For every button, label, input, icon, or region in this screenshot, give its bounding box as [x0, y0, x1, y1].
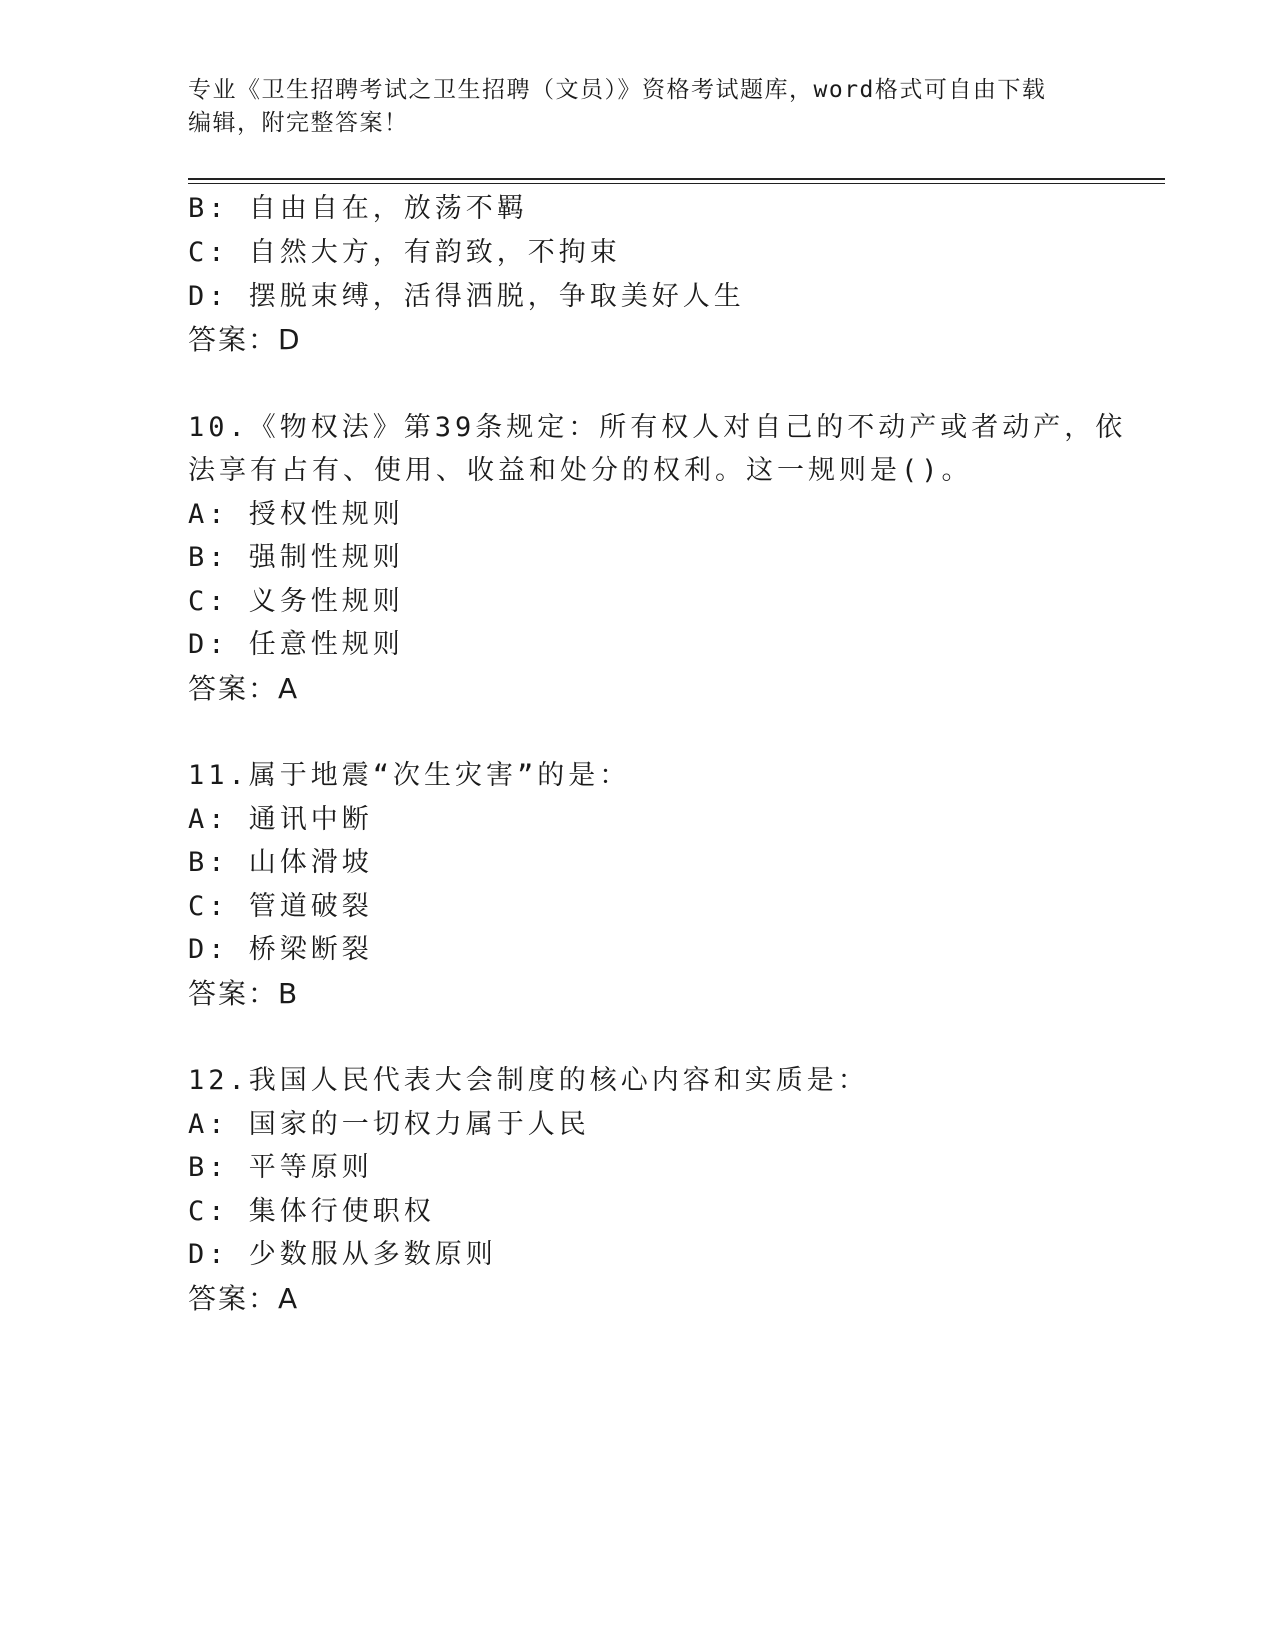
q11-option-b: B: 山体滑坡 — [188, 847, 373, 878]
q12-option-c: C: 集体行使职权 — [188, 1196, 435, 1227]
q10-option-b: B: 强制性规则 — [188, 542, 404, 573]
q10-answer: 答案：A — [188, 672, 300, 705]
prev-option-c: C: 自然大方，有韵致，不拘束 — [188, 237, 621, 268]
header-divider-thin — [188, 183, 1165, 184]
prev-option-b: B: 自由自在，放荡不羁 — [188, 193, 528, 224]
prev-option-d: D: 摆脱束缚，活得洒脱，争取美好人生 — [188, 281, 745, 312]
q10-stem-line-1: 10.《物权法》第39条规定：所有权人对自己的不动产或者动产，依 — [188, 412, 1127, 443]
q11-stem: 11.属于地震“次生灾害”的是： — [188, 760, 631, 791]
q10-option-d: D: 任意性规则 — [188, 629, 404, 660]
q12-stem: 12.我国人民代表大会制度的核心内容和实质是： — [188, 1065, 869, 1096]
q12-answer: 答案：A — [188, 1282, 300, 1315]
q10-stem-line-2: 法享有占有、使用、收益和处分的权利。这一规则是()。 — [188, 455, 973, 486]
q10-option-c: C: 义务性规则 — [188, 586, 404, 617]
q12-option-d: D: 少数服从多数原则 — [188, 1239, 497, 1270]
header-line-2: 编辑，附完整答案！ — [188, 110, 409, 136]
q12-option-a: A: 国家的一切权力属于人民 — [188, 1109, 590, 1140]
q11-option-a: A: 通讯中断 — [188, 804, 373, 835]
prev-answer: 答案：D — [188, 323, 302, 356]
header-line-1: 专业《卫生招聘考试之卫生招聘（文员）》资格考试题库，word格式可自由下载 — [188, 77, 1047, 103]
q11-option-d: D: 桥梁断裂 — [188, 934, 373, 965]
q11-option-c: C: 管道破裂 — [188, 891, 373, 922]
q12-option-b: B: 平等原则 — [188, 1152, 373, 1183]
header-divider-thick — [188, 178, 1165, 180]
q10-option-a: A: 授权性规则 — [188, 499, 404, 530]
q11-answer: 答案：B — [188, 977, 300, 1010]
document-header — [188, 74, 1088, 140]
